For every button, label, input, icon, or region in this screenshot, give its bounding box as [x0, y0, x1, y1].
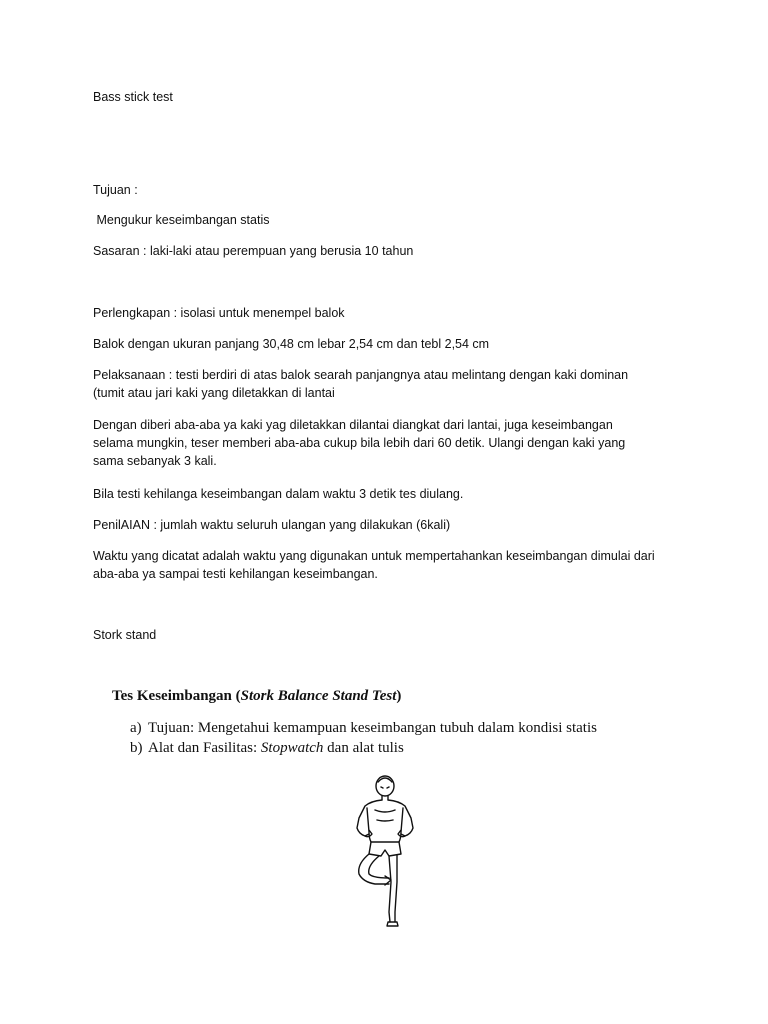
penilaian-text: PenilAIAN : jumlah waktu seluruh ulangan yang dilakukan (6kali) [93, 518, 451, 532]
sasaran-text: Sasaran : laki-laki atau perempuan yang berusia 10 tahun [93, 244, 414, 258]
stork-stand-title: Stork stand [93, 628, 157, 642]
stork-stand-figure-icon [345, 772, 425, 932]
heading-suffix: ) [396, 688, 402, 704]
tujuan-label: Tujuan : [93, 183, 138, 197]
heading-prefix: Tes Keseimbangan ( [112, 688, 241, 704]
waktu-line-1: Waktu yang dicatat adalah waktu yang digunakan untuk mempertahankan keseimbangan dimulai dari [93, 549, 655, 563]
pelaksanaan-paragraph [93, 366, 663, 402]
pelaksanaan-line-1: Pelaksanaan : testi berdiri di atas balok searah panjangnya atau melintang dengan kaki dominan [93, 368, 629, 382]
waktu-line-2: aba-aba ya sampai testi kehilangan keseimbangan. [93, 567, 378, 581]
pelaksanaan-line-2: (tumit atau jari kaki yang diletakkan di lantai [93, 386, 335, 400]
waktu-paragraph [93, 547, 663, 583]
bila-text: Bila testi kehilanga keseimbangan dalam waktu 3 detik tes diulang. [93, 487, 464, 501]
list-marker: a) [130, 720, 142, 736]
list-item [130, 738, 597, 758]
dengan-line-2: selama mungkin, teser memberi aba-aba cukup bila lebih dari 60 detik. Ulangi dengan kaki yang [93, 436, 626, 450]
dengan-paragraph [93, 416, 663, 470]
perlengkapan-text: Perlengkapan : isolasi untuk menempel balok [93, 306, 345, 320]
dengan-line-1: Dengan diberi aba-aba ya kaki yag diletakkan dilantai diangkat dari lantai, juga keseimbangan [93, 418, 613, 432]
list-item-text-suffix: dan alat tulis [323, 740, 404, 756]
doc-title: Bass stick test [93, 90, 173, 104]
list-item-text: Tujuan: Mengetahui kemampuan keseimbangan tubuh dalam kondisi statis [148, 720, 597, 736]
tes-keseimbangan-heading [112, 686, 401, 706]
list-marker: b) [130, 740, 143, 756]
list-item [130, 718, 597, 738]
list-item-text-prefix: Alat dan Fasilitas: [148, 740, 261, 756]
dengan-line-3: sama sebanyak 3 kali. [93, 454, 217, 468]
balok-text: Balok dengan ukuran panjang 30,48 cm lebar 2,54 cm dan tebl 2,54 cm [93, 337, 490, 351]
test-info-list [130, 718, 597, 758]
heading-italic: Stork Balance Stand Test [240, 688, 397, 704]
tujuan-text: Mengukur keseimbangan statis [93, 213, 270, 227]
list-item-text-italic: Stopwatch [260, 740, 324, 756]
